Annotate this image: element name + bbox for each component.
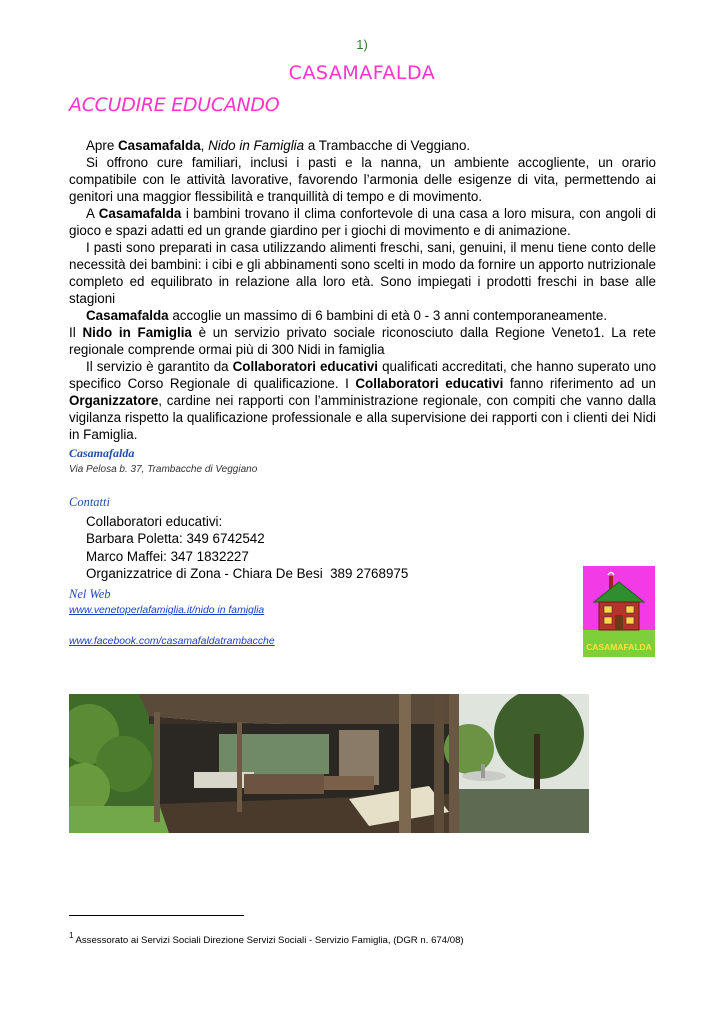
photo-post [434, 694, 444, 833]
subtitle: ACCUDIRE EDUCANDO [69, 94, 280, 116]
web-link-veneto[interactable]: www.venetoperlafamiglia.it/nido in famiglia [69, 605, 265, 616]
footnote-divider [69, 915, 244, 916]
paragraph-network [69, 324, 656, 358]
paragraph-offer: Si offrono cure familiari, inclusi i pasti e la nanna, un ambiente accogliente, un orario compatibile con le attività lavorative, favorendo l’armonia delle esigenze di vita, permettendo ai genitori una maggior flessibilità e tranquillità di tempo e di movimento. [69, 155, 656, 204]
address-name: Casamafalda [69, 446, 135, 460]
page-title: CASAMAFALDA [288, 62, 436, 84]
text: qualificati accreditati, che hanno superato uno specifico Corso Regionale di qualificazione. I [69, 359, 657, 391]
text: , [200, 138, 209, 153]
text: è un servizio privato sociale riconosciuto dalla Regione Veneto [191, 325, 594, 340]
photo-post [237, 722, 242, 812]
text: accoglie un massimo di 6 bambini di età 0 - 3 anni contemporaneamente. [168, 308, 608, 323]
logo-window [604, 617, 612, 624]
nido-italic: Nido in Famiglia [208, 138, 305, 153]
photo-path [449, 789, 589, 833]
paragraph-intro [69, 137, 656, 154]
text: A [86, 206, 99, 221]
body-text [69, 137, 656, 443]
text: , cardine nei rapporti con l’amministrazione regionale, con compiti che vanno dalla vigilanza rispetto la qualificazione professionale e alla supervisione dei rapporti con i clienti dei Nidi in Famiglia. [69, 393, 656, 442]
organizzatore-bold: Organizzatore [69, 393, 159, 408]
casamafalda-bold: Casamafalda [118, 138, 201, 153]
text: Apre [86, 138, 119, 153]
contact-line: Marco Maffei: 347 1832227 [86, 548, 249, 564]
web-link-facebook[interactable]: www.facebook.com/casamafaldatrambacche [69, 636, 275, 647]
contacts-list [86, 513, 408, 582]
contact-line: Collaboratori educativi: [86, 514, 223, 529]
collaboratori-bold: Collaboratori educativi [232, 359, 379, 374]
paragraph-meals: I pasti sono preparati in casa utilizzando alimenti freschi, sani, genuini, il menu tiene conto delle necessità dei bambini: i cibi e gli abbinamenti sono scelti in modo da fornire un apporto nutrizionale completo ed equilibrato in relazione alla loro età. Sono impiegati i prodotti freschi in base alle stagioni [69, 240, 656, 306]
footnote-text: Assessorato ai Servizi Sociali Direzione Servizi Sociali - Servizio Famiglia, (DGR n. 674/08) [75, 935, 464, 946]
footnote-number: 1 [69, 931, 74, 940]
logo-window [604, 606, 612, 613]
footnote [69, 931, 464, 946]
text: a Trambacche di Veggiano. [304, 138, 471, 153]
paragraph-service [69, 358, 656, 443]
text: . La rete regionale comprende ormai più di 300 Nidi in famiglia [69, 325, 656, 357]
logo-door [615, 615, 623, 630]
photo-post [449, 694, 459, 833]
photo-post [399, 694, 411, 833]
footnote-ref: 1 [593, 325, 601, 340]
contact-line: Organizzatrice di Zona - Chiara De Besi 389 2768975 [86, 565, 409, 581]
paragraph-spaces [69, 205, 656, 239]
photo-bench [324, 776, 374, 790]
casamafalda-bold: Casamafalda [86, 308, 169, 323]
logo-text: CASAMAFALDA [586, 642, 652, 652]
text: fanno riferimento ad un [503, 376, 657, 391]
nido-bold: Nido in Famiglia [82, 325, 192, 340]
photo-background-garden [219, 734, 329, 774]
contact-line: Barbara Poletta: 349 6742542 [86, 531, 265, 547]
casamafalda-bold: Casamafalda [98, 206, 182, 221]
logo-window [626, 606, 634, 613]
text: Il [69, 325, 83, 340]
text: Il servizio è garantito da [86, 359, 233, 374]
photo-carousel-pole [481, 764, 485, 778]
collaboratori-bold: Collaboratori educativi [355, 376, 504, 391]
photo-post [154, 712, 160, 822]
panorama-photo [69, 694, 589, 833]
address-line: Via Pelosa b. 37, Trambacche di Veggiano [69, 464, 258, 475]
text: i bambini trovano il clima confortevole di una casa a loro misura, con angoli di gioco e spazi adatti ed un grande giardino per i giochi di movimento e di animazione. [69, 206, 656, 238]
casamafalda-logo [583, 566, 655, 657]
page-number: 1) [356, 37, 368, 52]
contacts-heading: Contatti [69, 495, 110, 509]
web-heading: Nel Web [69, 587, 111, 601]
paragraph-capacity [69, 307, 656, 324]
logo-window [626, 617, 634, 624]
photo-bench [244, 774, 324, 794]
